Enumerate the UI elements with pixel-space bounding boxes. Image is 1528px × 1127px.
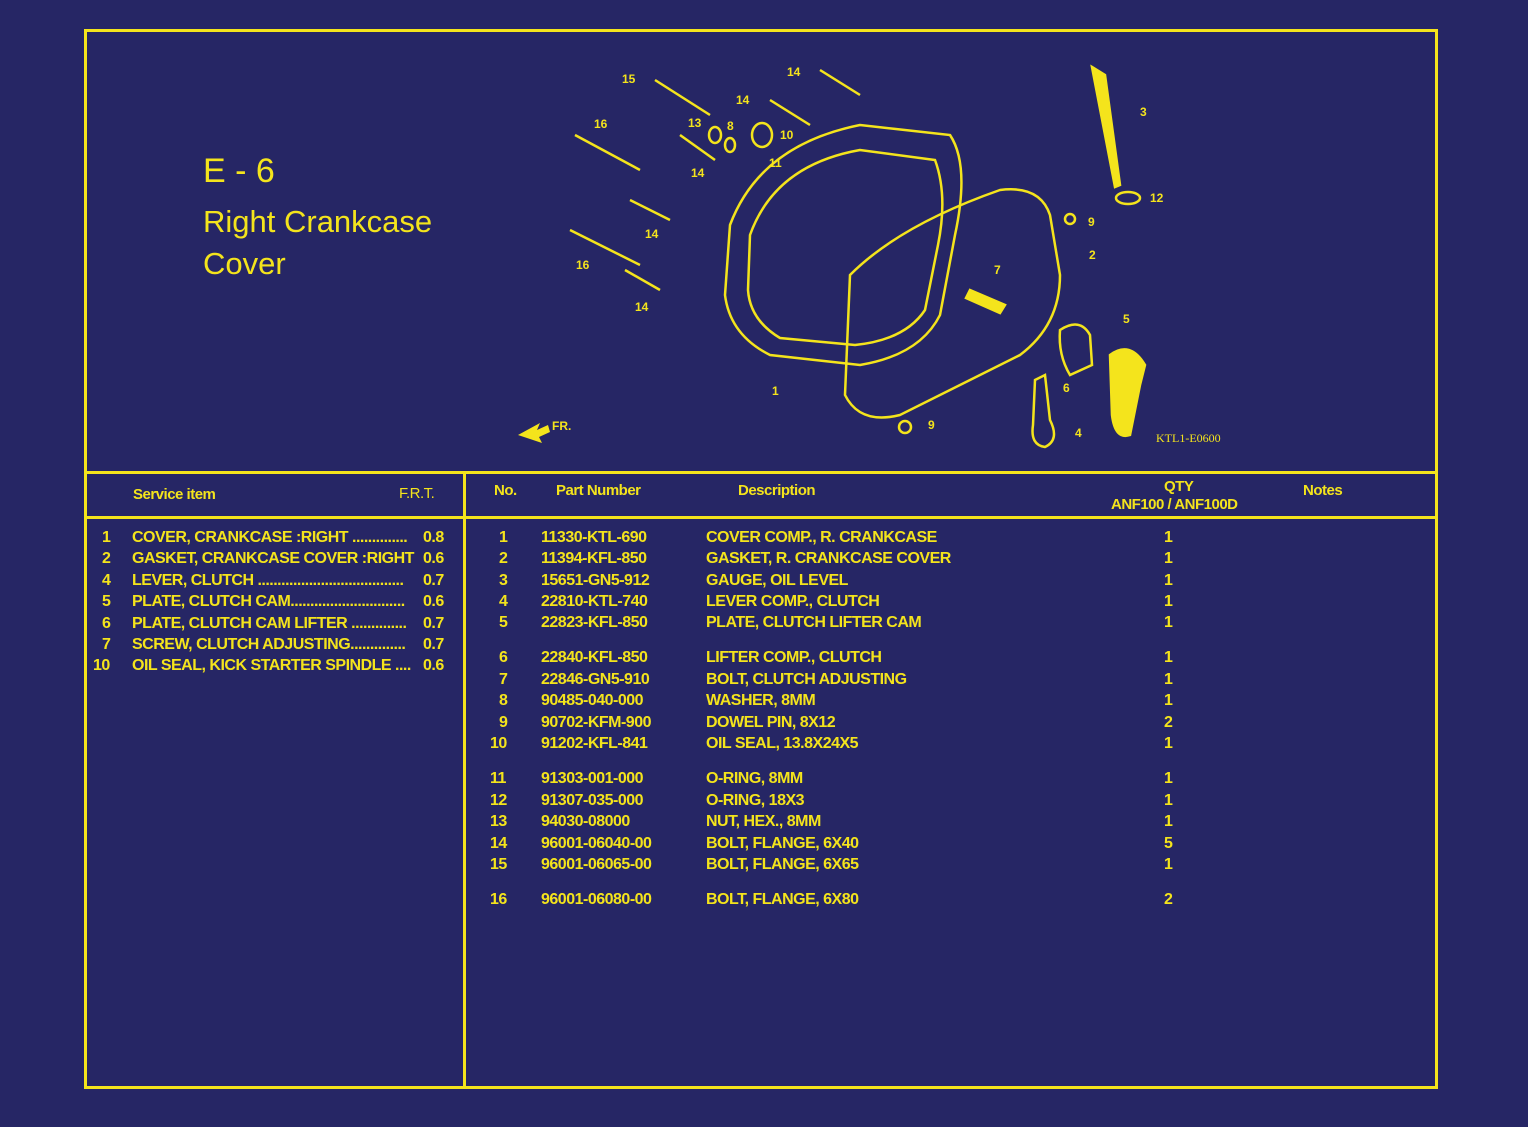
part-number: 22823-KFL-850 [541,614,648,631]
part-number: 91303-001-000 [541,770,644,787]
front-arrow-icon [518,423,550,443]
callout: 1 [772,384,779,398]
service-row-item: COVER, CRANKCASE :RIGHT .............. [132,529,408,546]
callout: 6 [1063,381,1070,395]
part-quantity: 1 [1164,856,1173,873]
callout: 4 [1075,426,1082,440]
part-ref-number: 7 [499,671,508,688]
notes-header: Notes [1303,482,1343,499]
callout: 5 [1123,312,1130,326]
service-row-number: 4 [102,571,111,589]
part-quantity: 1 [1164,770,1173,787]
callout: 14 [635,300,649,314]
part-number: 91307-035-000 [541,792,644,809]
part-number: 22846-GN5-910 [541,671,650,688]
service-row-frt: 0.7 [423,614,444,632]
part-number: 22810-KTL-740 [541,593,648,610]
callout: 3 [1140,105,1147,119]
part-quantity: 1 [1164,550,1173,567]
page-title: Right Crankcase [203,204,433,239]
callout: 14 [691,166,705,180]
service-row-frt: 0.6 [423,550,444,568]
part-quantity: 1 [1164,614,1173,631]
part-description: GAUGE, OIL LEVEL [706,572,848,589]
part-description: COVER COMP., R. CRANKCASE [706,529,937,546]
part-number: 11394-KFL-850 [541,550,647,567]
part-number: 22840-KFL-850 [541,649,648,666]
callout: 9 [928,418,935,432]
service-row-number: 2 [102,550,111,568]
divider [463,473,466,1087]
service-row-item: SCREW, CLUTCH ADJUSTING.............. [132,636,406,653]
part-description: GASKET, R. CRANKCASE COVER [706,550,951,567]
part-quantity: 1 [1164,692,1173,709]
callout: 14 [645,227,659,241]
part-ref-number: 12 [490,792,507,809]
callout: 2 [1089,248,1096,262]
service-item-header: Service item [133,486,216,503]
callout-labels [576,65,1164,440]
qty-models-header: ANF100 / ANF100D [1111,496,1238,513]
part-quantity: 1 [1164,671,1173,688]
part-quantity: 5 [1164,835,1173,852]
part-quantity: 1 [1164,649,1173,666]
part-quantity: 2 [1164,714,1173,731]
page-title-line2: Cover [203,246,286,281]
part-ref-number: 16 [490,891,507,908]
service-row-frt: 0.6 [423,657,444,675]
part-ref-number: 2 [499,550,508,567]
service-row-item: OIL SEAL, KICK STARTER SPINDLE .... [132,657,411,675]
service-row-number: 1 [102,529,111,546]
part-ref-number: 1 [499,529,508,546]
service-row-number: 7 [102,636,111,653]
part-number-header: Part Number [556,482,641,499]
service-row-frt: 0.8 [423,529,444,546]
figure-code: KTL1-E0600 [1156,431,1221,445]
service-row-number: 6 [102,614,111,632]
callout: 9 [1088,215,1095,229]
part-ref-number: 6 [499,649,508,666]
part-ref-number: 13 [490,813,507,830]
section-code: E - 6 [203,152,275,190]
part-ref-number: 14 [490,835,507,852]
part-description: LEVER COMP., CLUTCH [706,593,880,610]
part-ref-number: 10 [490,735,507,752]
part-description: WASHER, 8MM [706,692,816,709]
part-description: DOWEL PIN, 8X12 [706,714,836,731]
part-description: BOLT, CLUTCH ADJUSTING [706,671,907,688]
callout: 10 [780,128,794,142]
gasket-shape [845,189,1060,417]
part-quantity: 2 [1164,891,1173,908]
part-description: O-RING, 8MM [706,770,803,787]
frt-header: F.R.T. [399,485,435,502]
callout: 14 [787,65,801,79]
part-quantity: 1 [1164,813,1173,830]
part-number: 15651-GN5-912 [541,572,650,589]
callout: 7 [994,263,1001,277]
callout: 11 [769,156,782,170]
divider [84,516,1438,519]
part-number: 11330-KTL-690 [541,529,647,546]
part-description: BOLT, FLANGE, 6X80 [706,891,859,908]
divider [84,471,1438,474]
part-number: 96001-06080-00 [541,891,652,908]
callout: 15 [622,72,636,86]
part-description: BOLT, FLANGE, 6X65 [706,856,859,873]
part-quantity: 1 [1164,529,1173,546]
callout: 13 [688,116,702,130]
part-ref-number: 5 [499,614,508,631]
part-quantity: 1 [1164,735,1173,752]
service-row-item: PLATE, CLUTCH CAM............................. [132,593,405,611]
no-header: No. [494,482,517,499]
callout: 16 [594,117,608,131]
part-number: 90702-KFM-900 [541,714,651,731]
callout: 12 [1150,191,1164,205]
service-row-number: 5 [102,593,111,611]
service-row-item: GASKET, CRANKCASE COVER :RIGHT [132,550,414,568]
part-number: 96001-06065-00 [541,856,652,873]
service-row-frt: 0.7 [423,636,444,653]
crankcase-cover-shape [725,125,961,365]
part-number: 94030-08000 [541,813,630,830]
part-number: 90485-040-000 [541,692,644,709]
part-number: 91202-KFL-841 [541,735,648,752]
part-description: LIFTER COMP., CLUTCH [706,649,882,666]
part-quantity: 1 [1164,792,1173,809]
qty-header: QTY [1164,478,1194,495]
service-row-frt: 0.7 [423,571,444,589]
part-ref-number: 15 [490,856,507,873]
callout: 16 [576,258,590,272]
service-row-item: LEVER, CLUTCH ..................................... [132,571,404,589]
description-header: Description [738,482,816,499]
part-ref-number: 11 [490,770,506,787]
part-description: NUT, HEX., 8MM [706,813,821,830]
part-ref-number: 3 [499,572,508,589]
front-label: FR. [552,419,572,433]
part-quantity: 1 [1164,593,1173,610]
callout: 8 [727,119,734,133]
part-description: OIL SEAL, 13.8X24X5 [706,735,859,752]
part-description: BOLT, FLANGE, 6X40 [706,835,859,852]
part-description: O-RING, 18X3 [706,792,805,809]
part-ref-number: 8 [499,692,508,709]
exploded-parts-diagram [500,55,1260,465]
part-quantity: 1 [1164,572,1173,589]
part-description: PLATE, CLUTCH LIFTER CAM [706,614,922,631]
part-ref-number: 4 [499,593,508,610]
part-ref-number: 9 [499,714,508,731]
callout: 14 [736,93,750,107]
part-number: 96001-06040-00 [541,835,652,852]
service-row-number: 10 [93,657,110,675]
service-row-frt: 0.6 [423,593,444,611]
service-row-item: PLATE, CLUTCH CAM LIFTER .............. [132,614,407,632]
